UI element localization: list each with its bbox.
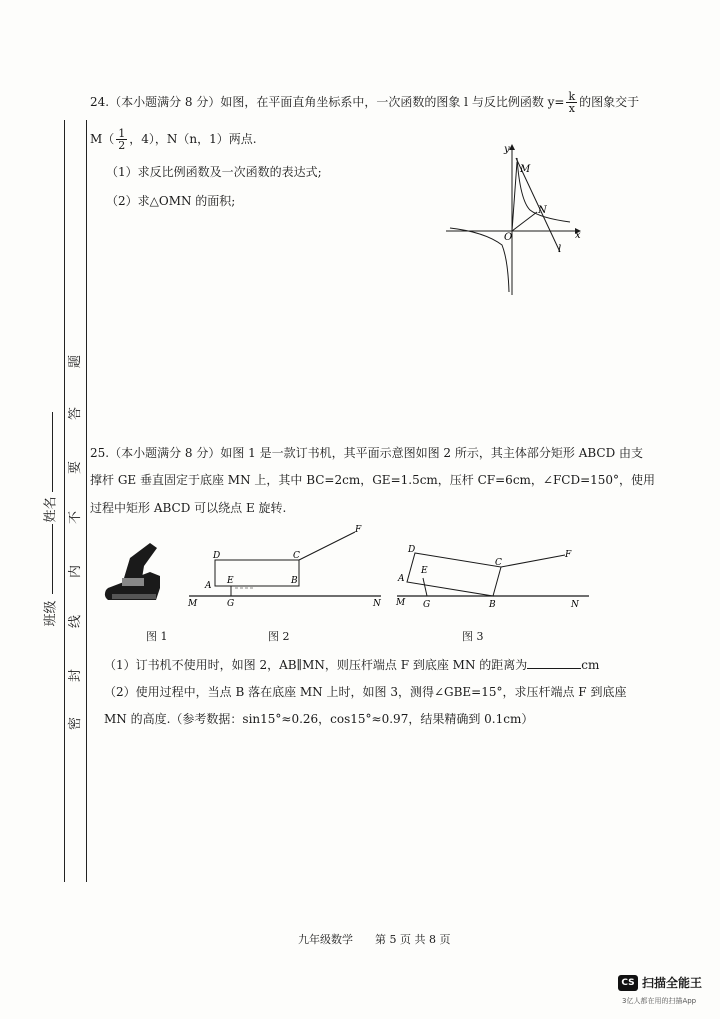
segment-om xyxy=(512,162,517,231)
scanner-watermark xyxy=(618,974,702,991)
page-footer: 九年级数学 第 5 页 共 8 页 xyxy=(298,933,451,946)
q25-part2-line2: MN 的高度.（参考数据：sin15°≈0.26，cos15°≈0.97，结果精确到 0.1cm） xyxy=(104,712,534,726)
name-blank-line xyxy=(52,412,53,492)
label-o: O xyxy=(504,232,513,243)
margin-char-3: 要 xyxy=(68,460,84,475)
q25-answer-blank xyxy=(527,656,581,669)
svg-text:G: G xyxy=(423,600,431,610)
svg-text:E: E xyxy=(421,566,428,576)
margin-line-inner xyxy=(86,120,87,882)
q24-graph xyxy=(440,140,590,300)
margin-char-4: 不 xyxy=(68,510,84,525)
scanner-name: 扫描全能王 xyxy=(642,976,703,990)
q25-part1: （1）订书机不使用时，如图 2，AB∥MN，则压杆端点 F 到底座 MN 的距离为 cm xyxy=(104,658,600,672)
fig2-diagram xyxy=(185,520,385,615)
fig1-stapler xyxy=(100,538,170,610)
q24-m-fraction: $\frac{1}{2}$ xyxy=(118,127,126,152)
q25-part2-line1: （2）使用过程中，当点 B 落在底座 MN 上时，如图 3，测得∠GBE=15°，求压杆端点 F 到底座 xyxy=(104,685,627,699)
svg-text:G: G xyxy=(227,599,235,609)
name-label: 姓名 xyxy=(43,496,59,523)
q25-line2: 撑杆 GE 垂直固定于底座 MN 上，其中 BC=2cm，GE=1.5cm，压杆 CF=6cm，∠FCD=150°，使用 xyxy=(90,473,656,487)
q25-line1: 25.（本小题满分 8 分）如图 1 是一款订书机，其平面示意图如图 2 所示，其主体部分矩形 ABCD 由支 xyxy=(90,446,644,460)
svg-text:F: F xyxy=(565,550,572,560)
svg-text:B: B xyxy=(291,576,298,586)
fig3-diagram xyxy=(393,535,593,615)
margin-char-7: 封 xyxy=(68,668,84,683)
label-n: N xyxy=(538,205,547,216)
svg-text:A: A xyxy=(398,574,405,584)
label-y: y xyxy=(504,144,510,155)
margin-char-6: 线 xyxy=(68,614,84,629)
class-blank-line xyxy=(52,524,53,594)
svg-text:C: C xyxy=(495,558,502,568)
q24-part2: （2）求△OMN 的面积; xyxy=(106,194,236,208)
svg-text:N: N xyxy=(571,600,579,610)
svg-text:E: E xyxy=(227,576,234,586)
svg-text:C: C xyxy=(293,551,300,561)
svg-text:B: B xyxy=(489,600,496,610)
q24-heading: 24.（本小题满分 8 分）如图，在平面直角坐标系中，一次函数的图象 l 与反比例函数 y= $\frac{k}{x}$ 的图象交于 xyxy=(90,90,640,115)
q25-line3: 过程中矩形 ABCD 可以绕点 E 旋转. xyxy=(90,501,287,515)
label-x: x xyxy=(575,230,581,241)
label-l: l xyxy=(558,244,562,255)
fig2-caption: 图 2 xyxy=(268,630,290,643)
q24-part1: （1）求反比例函数及一次函数的表达式; xyxy=(106,165,322,179)
margin-char-8: 密 xyxy=(68,716,84,731)
svg-text:F: F xyxy=(355,525,362,535)
q24-fraction: $\frac{k}{x}$ xyxy=(568,90,576,115)
margin-line-outer xyxy=(64,120,65,882)
svg-text:A: A xyxy=(205,581,212,591)
segment-on xyxy=(512,212,537,231)
fig3-caption: 图 3 xyxy=(462,630,484,643)
q24-points: M（ $\frac{1}{2}$ ，4），N（n，1）两点. xyxy=(90,127,257,152)
margin-char-1: 题 xyxy=(68,354,84,369)
svg-text:M: M xyxy=(188,599,198,609)
fig1-caption: 图 1 xyxy=(146,630,168,643)
svg-text:D: D xyxy=(408,545,416,555)
svg-text:D: D xyxy=(213,551,221,561)
scanner-tagline: 3亿人都在用的扫描App xyxy=(622,997,697,1005)
margin-char-5: 内 xyxy=(68,564,84,579)
hyperbola-branch-2 xyxy=(450,228,509,292)
margin-char-2: 答 xyxy=(68,406,84,421)
label-m: M xyxy=(520,164,531,175)
svg-text:N: N xyxy=(373,599,381,609)
svg-text:M: M xyxy=(396,598,406,608)
scanner-logo-icon: CS xyxy=(618,975,638,991)
class-label: 班级 xyxy=(43,600,59,627)
